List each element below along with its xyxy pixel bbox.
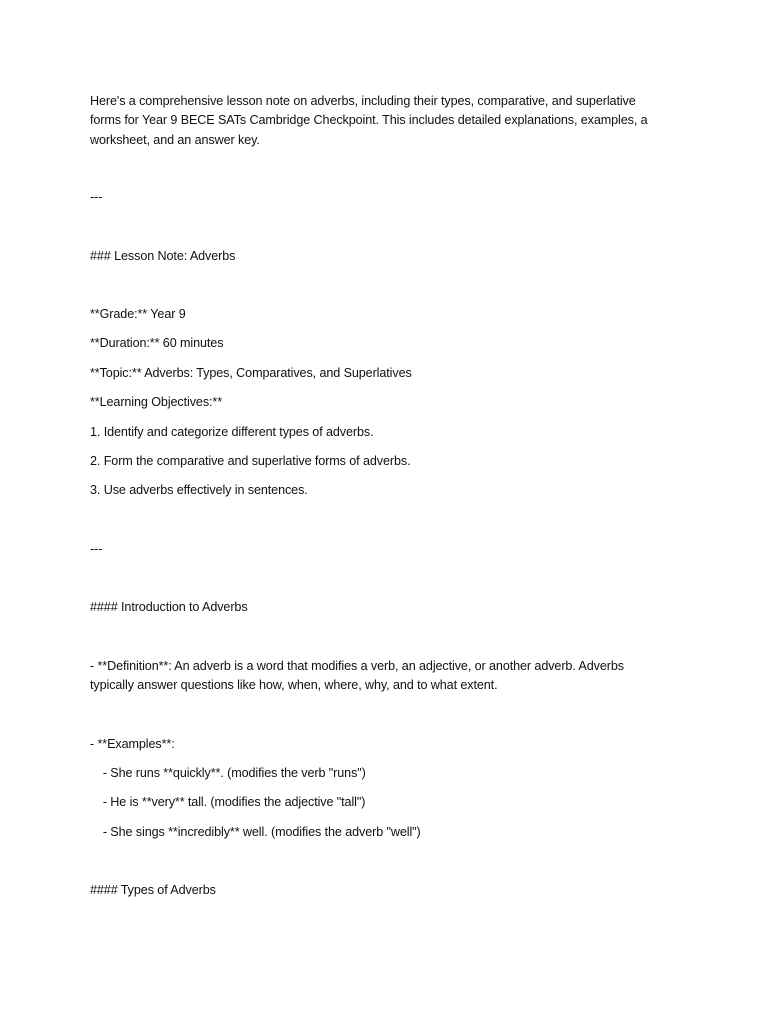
topic-line: **Topic:** Adverbs: Types, Comparatives, and Superlatives	[90, 365, 412, 380]
definition-paragraph: - **Definition**: An adverb is a word that modifies a verb, an adjective, or another adverb. Adverbs typically answer questions like how, when, where, why, and to what extent.	[90, 658, 628, 693]
example-item: - She sings **incredibly** well. (modifies the adverb "well")	[96, 824, 421, 839]
document-page	[90, 92, 670, 901]
separator: ---	[90, 541, 103, 556]
grade-line: **Grade:** Year 9	[90, 307, 186, 322]
objective-item: 3. Use adverbs effectively in sentences.	[90, 483, 308, 498]
section-heading-introduction: #### Introduction to Adverbs	[90, 600, 248, 615]
examples-label: - **Examples**:	[90, 736, 175, 751]
separator: ---	[90, 190, 103, 205]
objectives-label: **Learning Objectives:**	[90, 395, 223, 410]
intro-paragraph: Here's a comprehensive lesson note on adverbs, including their types, comparative, and superlative forms for Year 9 BECE SATs Cambridge Checkpoint. This includes detailed explanations, examples, a worksheet, and an answer key.	[90, 94, 651, 147]
lesson-heading: ### Lesson Note: Adverbs	[90, 248, 236, 263]
objective-item: 1. Identify and categorize different types of adverbs.	[90, 424, 374, 439]
section-heading-types: #### Types of Adverbs	[90, 883, 216, 898]
example-item: - He is **very** tall. (modifies the adjective "tall")	[96, 795, 366, 810]
example-item: - She runs **quickly**. (modifies the verb "runs")	[96, 765, 366, 780]
objective-item: 2. Form the comparative and superlative forms of adverbs.	[90, 454, 411, 469]
duration-line: **Duration:** 60 minutes	[90, 336, 224, 351]
